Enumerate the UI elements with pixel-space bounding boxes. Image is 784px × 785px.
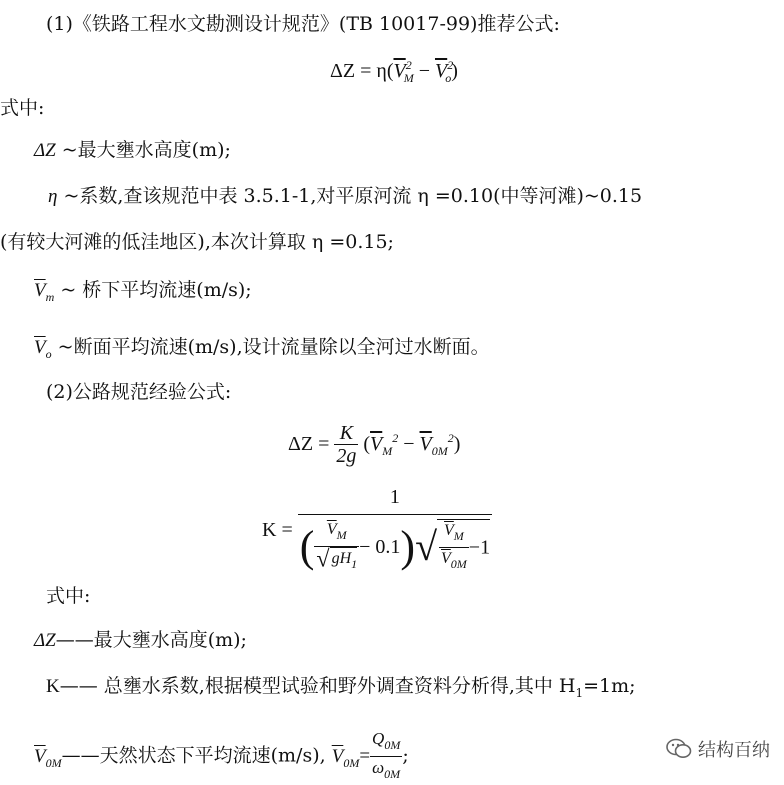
formula-3: K = 1 ( $\frac{\overline{V}_M}{√ gH_1}$ − 0.1)√ $\frac{V_M}{\overline{V}_{0M}}$ −1	[262, 486, 492, 575]
def-eta-continued: (有较大河滩的低洼地区),本次计算取 η =0.15;	[0, 231, 394, 253]
def-dz-1: ΔZ ~最大壅水高度(m);	[34, 139, 231, 161]
watermark-text: 结构百纳	[698, 740, 770, 761]
section2-heading: (2)公路规范经验公式:	[46, 381, 232, 403]
watermark	[666, 736, 770, 762]
where-label-1: 式中:	[0, 97, 45, 119]
def-dz-2: ΔZ——最大壅水高度(m);	[34, 629, 247, 651]
def-vo: $\overline{V}_o$ ~断面平均流速(m/s),设计流量除以全河过水断面。	[34, 336, 490, 361]
where-label-2: 式中:	[46, 585, 91, 607]
formula-1: $\Delta Z = \eta(\overline{V}^2_M - \overline{V}^2_o)$	[330, 58, 458, 85]
def-k: K—— 总壅水系数,根据模型试验和野外调查资料分析得,其中 $H_1=1m$;	[46, 675, 636, 700]
def-vm: $\overline{V}_m$ ~ 桥下平均流速(m/s);	[34, 279, 252, 304]
def-eta: η ~系数,查该规范中表 3.5.1-1,对平原河流 η =0.10(中等河滩)~0.15	[48, 185, 643, 207]
formula-2: ΔZ = $\frac{K}{2g}$ $(\overline{V}_M^2 - \overline{V}_{0M}^2)$	[288, 422, 461, 467]
def-v0m: $\overline{V}_{0M}——$天然状态下平均流速(m/s), $\overline{V}_{0M}=$ $\frac{Q_{0M}}{\omega_{0M}}$ ;	[34, 729, 409, 781]
section1-heading: (1)《铁路工程水文勘测设计规范》(TB 10017-99)推荐公式:	[46, 13, 560, 35]
wechat-icon	[666, 738, 692, 760]
